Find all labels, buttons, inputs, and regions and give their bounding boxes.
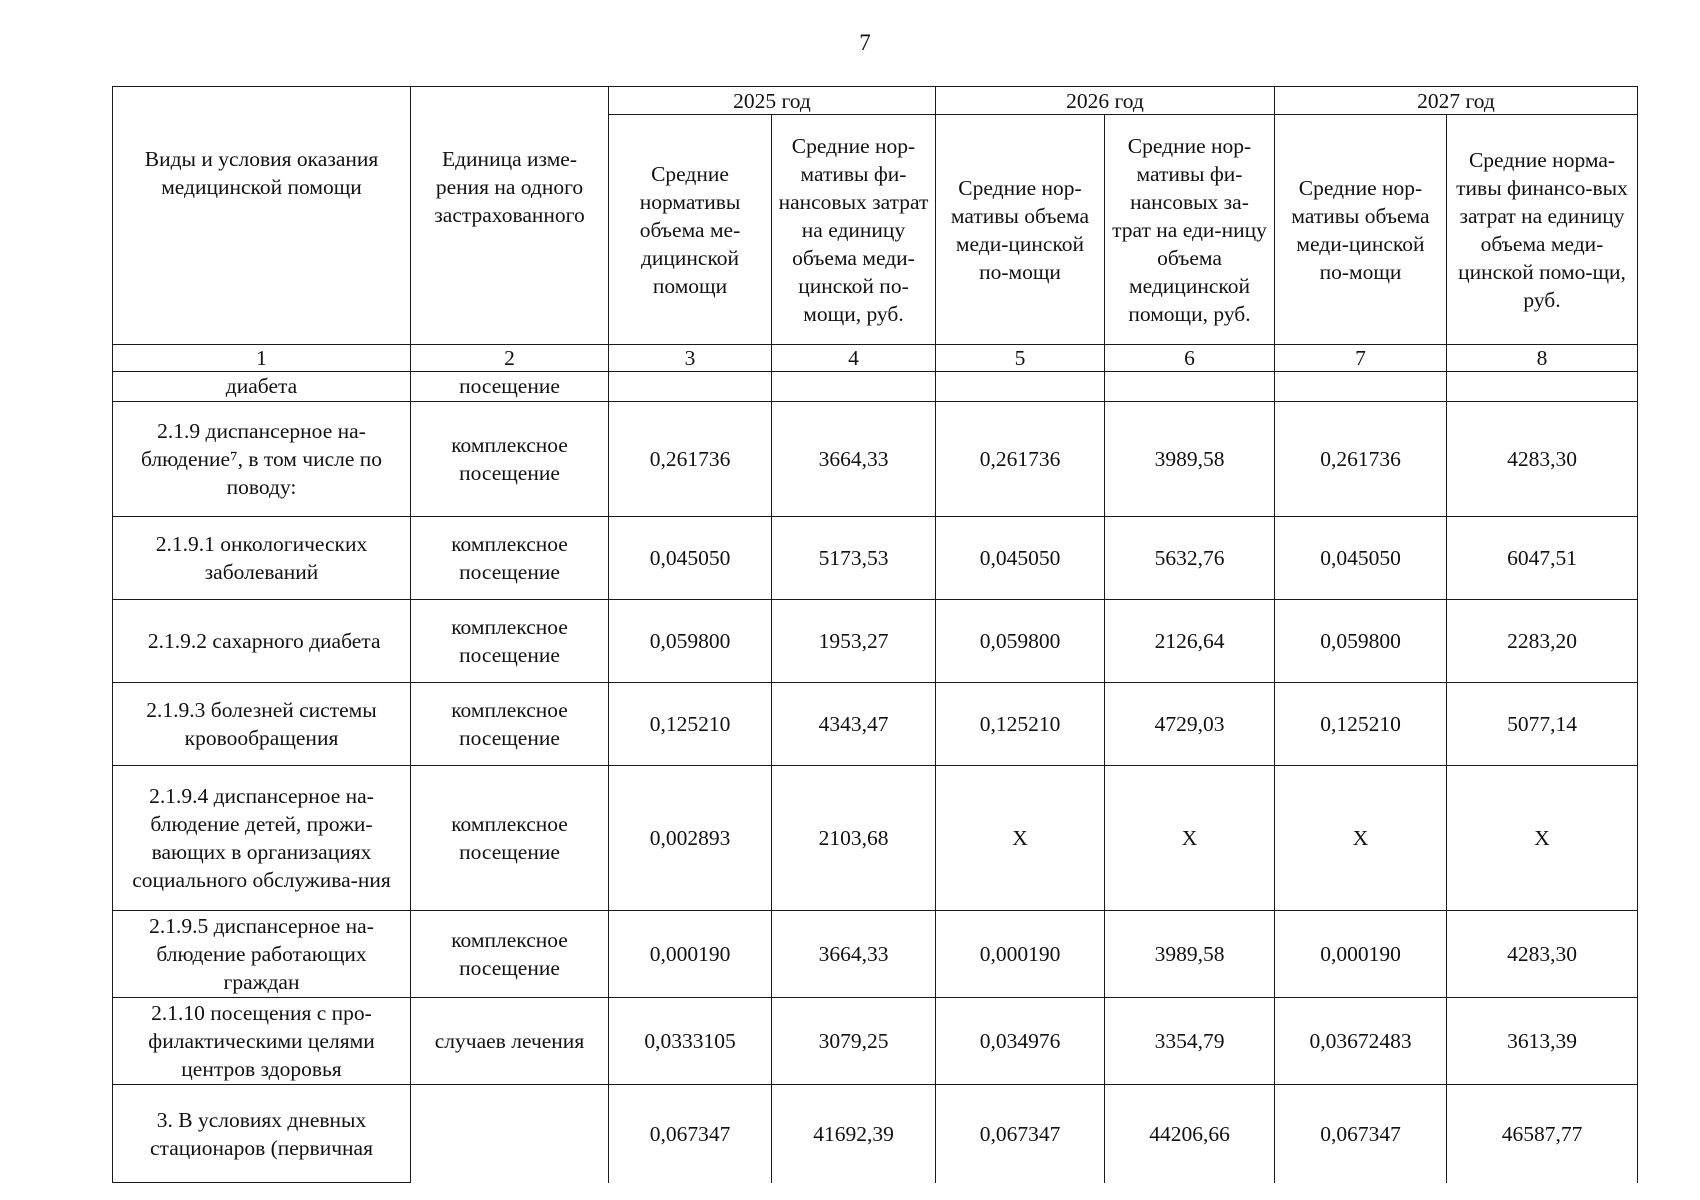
header-year-2025: 2025 год	[609, 87, 936, 115]
header-type-cell	[113, 87, 411, 345]
column-number: 1	[113, 345, 411, 372]
cell-value: 0,000190	[936, 911, 1105, 998]
cell-value: 6047,51	[1447, 517, 1638, 600]
header-row-years	[113, 87, 1638, 115]
row-name: 2.1.10 посещения с про-филактическими целями центров здоровья	[113, 998, 411, 1085]
header-volume-2026: Средние нор-мативы объема меди-цинской по-мощи	[936, 115, 1105, 345]
column-number: 7	[1275, 345, 1447, 372]
row-unit: комплексное посещение	[411, 766, 609, 911]
cell-value: 0,261736	[609, 402, 772, 517]
row-name: 2.1.9.2 сахарного диабета	[113, 600, 411, 683]
table-row	[113, 517, 1638, 600]
cell-value: 0,125210	[1275, 683, 1447, 766]
header-cost-2025: Средние нор-мативы фи-нансовых затрат на единицу объема меди-цинской по-мощи, руб.	[772, 115, 936, 345]
cell-value: 0,125210	[936, 683, 1105, 766]
cell-value: 1953,27	[772, 600, 936, 683]
standards-table	[112, 86, 1638, 1183]
row-name: 2.1.9.3 болезней системы кровообращения	[113, 683, 411, 766]
table-row	[113, 683, 1638, 766]
row-unit: комплексное посещение	[411, 683, 609, 766]
cell-value: 3613,39	[1447, 998, 1638, 1085]
cell-value: 4343,47	[772, 683, 936, 766]
cell-value: 3079,25	[772, 998, 936, 1085]
row-name: 2.1.9.5 диспансерное на-блюдение работающих граждан	[113, 911, 411, 998]
cell-value: 0,059800	[1275, 600, 1447, 683]
cell-value	[772, 372, 936, 402]
cell-value	[936, 372, 1105, 402]
cell-value: 2283,20	[1447, 600, 1638, 683]
row-unit: посещение	[411, 372, 609, 402]
row-name: 2.1.9 диспансерное на-блюдение⁷, в том числе по поводу:	[113, 402, 411, 517]
cell-value: 0,03672483	[1275, 998, 1447, 1085]
cell-value: 0,002893	[609, 766, 772, 911]
row-unit: комплексное посещение	[411, 600, 609, 683]
cell-value: 5173,53	[772, 517, 936, 600]
cell-value: 0,059800	[936, 600, 1105, 683]
cell-value: 0,067347	[1275, 1085, 1447, 1183]
table-row	[113, 998, 1638, 1085]
cell-value: 0,125210	[609, 683, 772, 766]
cell-value: 2103,68	[772, 766, 936, 911]
cell-value: 0,0333105	[609, 998, 772, 1085]
cell-value	[609, 372, 772, 402]
table-row	[113, 372, 1638, 402]
cell-value: 41692,39	[772, 1085, 936, 1183]
cell-value: 3664,33	[772, 911, 936, 998]
cell-value: 0,261736	[936, 402, 1105, 517]
column-number: 5	[936, 345, 1105, 372]
row-unit: комплексное посещение	[411, 402, 609, 517]
cell-value: 3354,79	[1105, 998, 1275, 1085]
cell-value: 0,045050	[1275, 517, 1447, 600]
cell-value: 3989,58	[1105, 402, 1275, 517]
header-year-2026: 2026 год	[936, 87, 1275, 115]
cell-value: 0,045050	[936, 517, 1105, 600]
cell-value: 0,261736	[1275, 402, 1447, 517]
cell-value: 5632,76	[1105, 517, 1275, 600]
header-year-2027: 2027 год	[1275, 87, 1638, 115]
row-unit: комплексное посещение	[411, 911, 609, 998]
table-row	[113, 600, 1638, 683]
row-unit: комплексное посещение	[411, 517, 609, 600]
cell-value: 0,034976	[936, 998, 1105, 1085]
cell-value: 5077,14	[1447, 683, 1638, 766]
cell-value	[1275, 372, 1447, 402]
cell-value: 4283,30	[1447, 911, 1638, 998]
cell-value: 0,000190	[1275, 911, 1447, 998]
cell-value: Х	[1105, 766, 1275, 911]
row-name: 2.1.9.4 диспансерное на-блюдение детей, прожи-вающих в организациях социального обслужива-ния	[113, 766, 411, 911]
column-number: 6	[1105, 345, 1275, 372]
cell-value: Х	[1275, 766, 1447, 911]
cell-value	[1447, 372, 1638, 402]
cell-value: 0,000190	[609, 911, 772, 998]
header-cost-2027: Средние норма-тивы финансо-вых затрат на единицу объема меди-цинской помо-щи, руб.	[1447, 115, 1638, 345]
row-unit: случаев лечения	[411, 998, 609, 1085]
header-unit-label: Единица изме-рения на одного застрахованного	[434, 147, 585, 227]
table-row	[113, 911, 1638, 998]
row-name: 3. В условиях дневных стационаров (первичная	[113, 1085, 411, 1183]
cell-value: 46587,77	[1447, 1085, 1638, 1183]
cell-value: 2126,64	[1105, 600, 1275, 683]
column-numbers-row	[113, 345, 1638, 372]
cell-value: 0,067347	[609, 1085, 772, 1183]
header-type-label: Виды и условия оказания медицинской помощи	[144, 147, 379, 199]
header-unit-cell	[411, 87, 609, 345]
row-unit	[411, 1085, 609, 1183]
cell-value	[1105, 372, 1275, 402]
row-name: 2.1.9.1 онкологических заболеваний	[113, 517, 411, 600]
cell-value: 0,045050	[609, 517, 772, 600]
cell-value: 0,059800	[609, 600, 772, 683]
cell-value: 0,067347	[936, 1085, 1105, 1183]
table-row	[113, 766, 1638, 911]
cell-value: Х	[936, 766, 1105, 911]
header-volume-2025: Средние нормативы объема ме-дицинской помощи	[609, 115, 772, 345]
cell-value: Х	[1447, 766, 1638, 911]
row-name: диабета	[113, 372, 411, 402]
table-row	[113, 402, 1638, 517]
column-number: 2	[411, 345, 609, 372]
column-number: 3	[609, 345, 772, 372]
column-number: 8	[1447, 345, 1638, 372]
cell-value: 4729,03	[1105, 683, 1275, 766]
cell-value: 4283,30	[1447, 402, 1638, 517]
column-number: 4	[772, 345, 936, 372]
cell-value: 3664,33	[772, 402, 936, 517]
cell-value: 3989,58	[1105, 911, 1275, 998]
cell-value: 44206,66	[1105, 1085, 1275, 1183]
header-cost-2026: Средние нор-мативы фи-нансовых за-трат на еди-ницу объема медицинской помощи, руб.	[1105, 115, 1275, 345]
table-row	[113, 1085, 1638, 1183]
header-volume-2027: Средние нор-мативы объема меди-цинской по-мощи	[1275, 115, 1447, 345]
page-number: 7	[859, 30, 871, 55]
